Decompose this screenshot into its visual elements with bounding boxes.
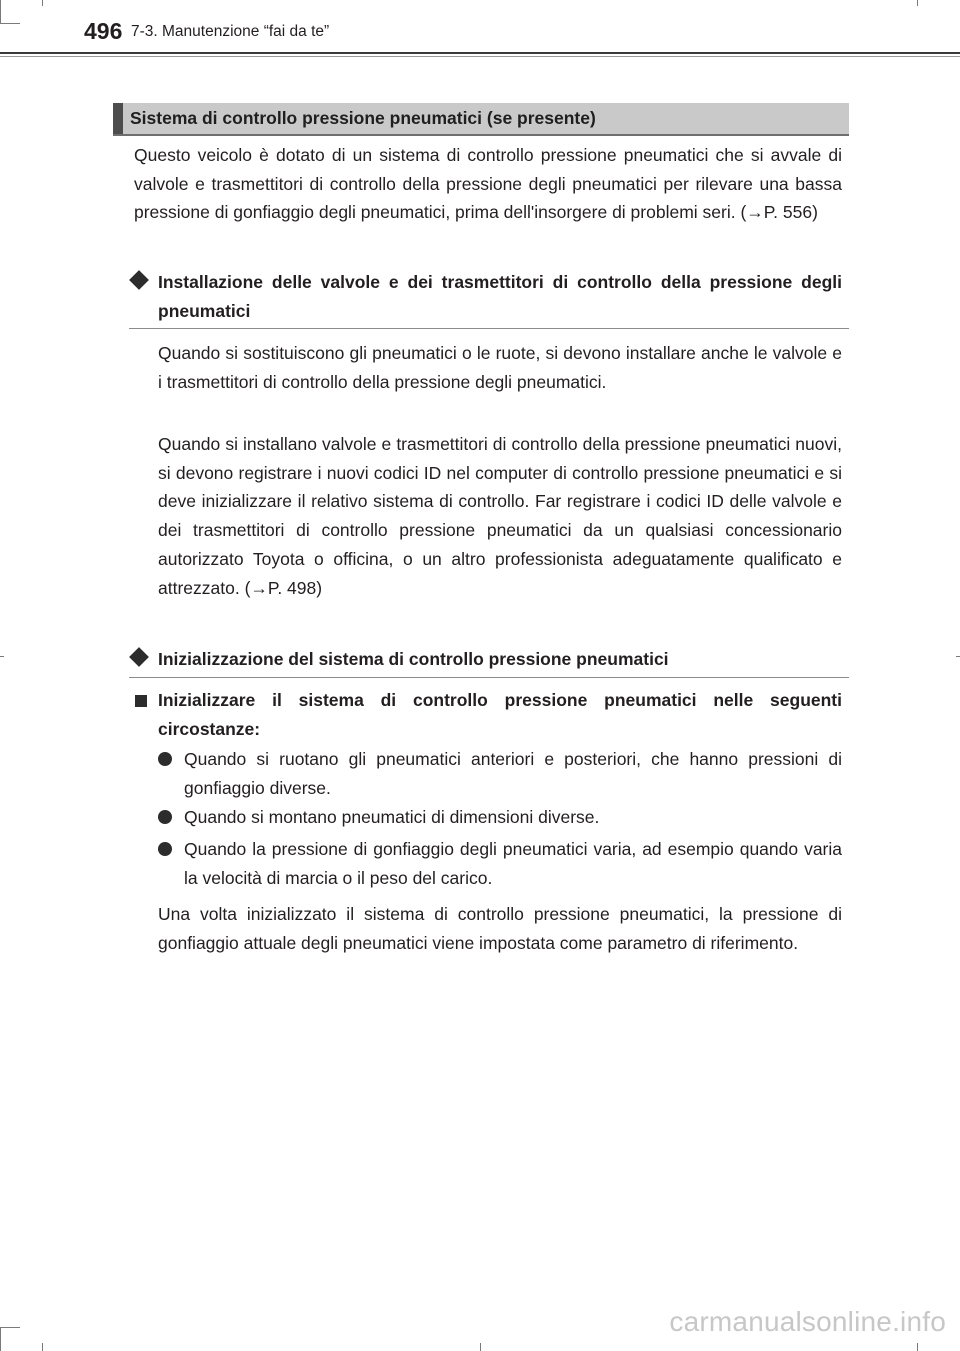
header-rule (0, 52, 960, 54)
closing-paragraph: Una volta inizializzato il sistema di controllo pressione pneumatici, la pressione di gonfiaggio attuale degli pneumatici viene impostata come parametro di riferimento. (158, 904, 842, 953)
round-bullet-icon (158, 842, 172, 856)
crop-mark (480, 1343, 481, 1351)
intro-paragraph: Questo veicolo è dotato di un sistema di controllo pressione pneumatici che si avvale di valvole e trasmettitori di controllo della pressione degli pneumatici per rilevare una bassa pressione di gonfiaggio degli pneumatici, prima dell'insorgere di problemi seri. (→P. 556) (134, 145, 842, 223)
list-item-text: Quando si ruotano gli pneumatici anteriori e posteriori, che hanno pressioni di gonfiaggio diverse. (184, 749, 842, 798)
section-title: Sistema di controllo pressione pneumatici (se presente) (130, 108, 596, 128)
subheading-initialization-text: Inizializzazione del sistema di controllo pressione pneumatici (158, 649, 669, 669)
installation-paragraph-2: Quando si installano valvole e trasmettitori di controllo della pressione pneumatici nuovi, si devono registrare i nuovi codici ID nel computer di controllo pressione pneumatici e si deve inizializzare il relativo sistema di controllo. Far registrare i codici ID delle valvole e dei trasmettitori di controllo pressione pneumatici da un qualsiasi concessionario autorizzato Toyota o officina, o un altro professionista adeguatamente qualificato e attrezzato. (→P. 498) (158, 434, 842, 598)
diamond-bullet-icon (129, 647, 149, 667)
crop-mark (956, 656, 960, 657)
square-bullet-icon (135, 695, 147, 707)
watermark: carmanualsonline.info (669, 1306, 946, 1337)
crop-mark (0, 1327, 20, 1328)
section-accent (113, 103, 123, 134)
list-item (158, 835, 842, 892)
round-bullet-icon (158, 810, 172, 824)
list-item (158, 803, 842, 832)
page-number: 496 (84, 18, 123, 44)
subheading-rule (129, 677, 849, 678)
diamond-bullet-icon (129, 270, 149, 290)
circumstances-heading (133, 686, 842, 743)
list-item (158, 745, 842, 802)
crop-mark (0, 0, 1, 24)
subheading-installation-text: Installazione delle valvole e dei trasmettitori di controllo della pressione degli pneumatici (158, 272, 842, 321)
crop-mark (917, 1343, 918, 1351)
crop-mark (0, 23, 20, 24)
subheading-installation (129, 268, 842, 325)
chapter-title: 7-3. Manutenzione “fai da te” (131, 23, 330, 40)
crop-mark (42, 1343, 43, 1351)
crop-mark (42, 0, 43, 6)
circumstances-heading-text: Inizializzare il sistema di controllo pressione pneumatici nelle seguenti circostanze: (158, 690, 842, 739)
crop-mark (0, 1327, 1, 1351)
list-item-text: Quando si montano pneumatici di dimensioni diverse. (184, 807, 600, 827)
section-title-bar (113, 103, 849, 136)
crop-mark (917, 0, 918, 6)
subheading-rule (129, 328, 849, 329)
installation-paragraph-1: Quando si sostituiscono gli pneumatici o le ruote, si devono installare anche le valvole e i trasmettitori di controllo della pressione degli pneumatici. (158, 343, 842, 392)
header-rule-thin (0, 56, 960, 57)
round-bullet-icon (158, 752, 172, 766)
list-item-text: Quando la pressione di gonfiaggio degli pneumatici varia, ad esempio quando varia la velocità di marcia o il peso del carico. (184, 839, 842, 888)
subheading-initialization (129, 645, 842, 674)
crop-mark (0, 656, 4, 657)
